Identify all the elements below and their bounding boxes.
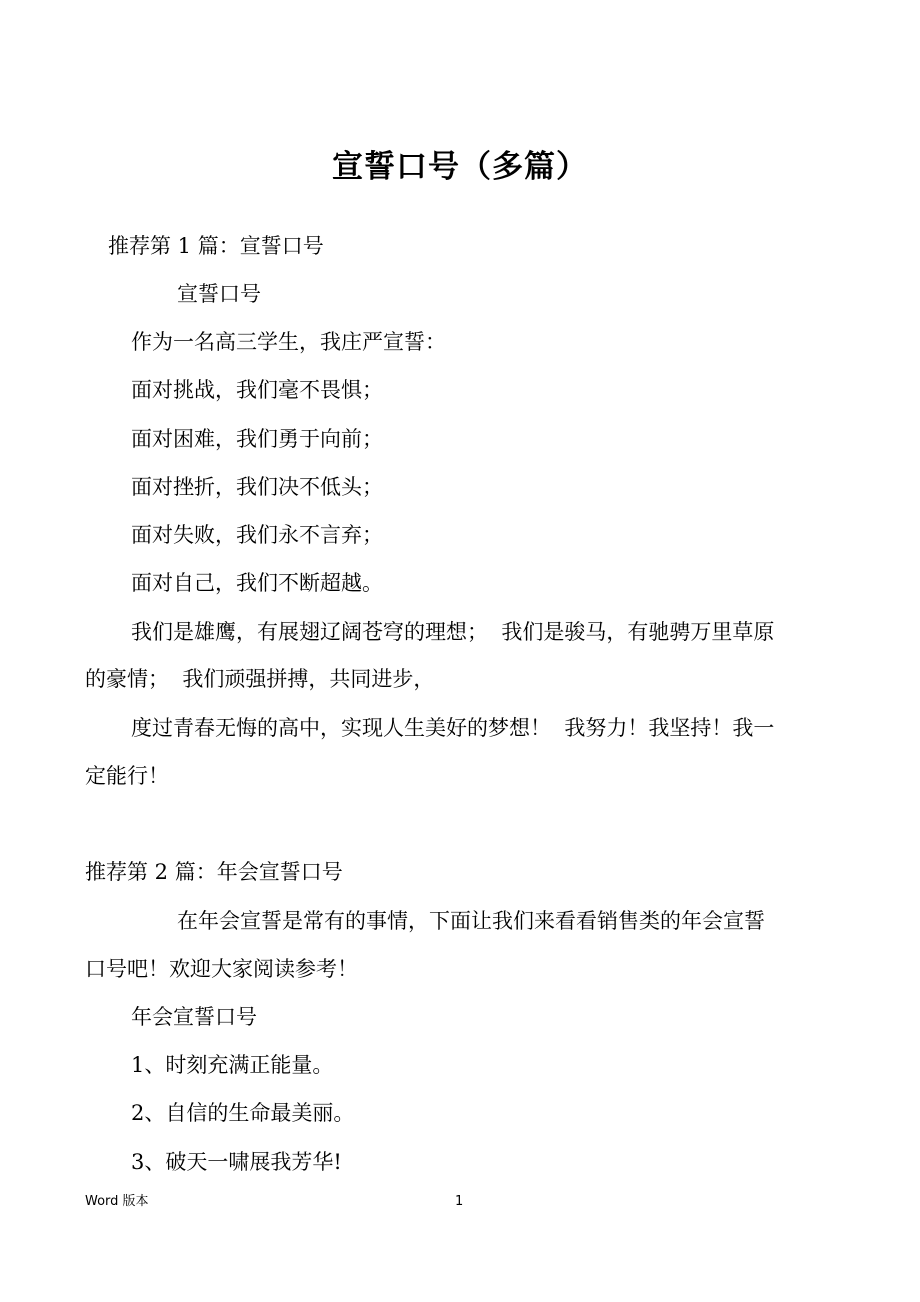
section1-heading: 推荐第 1 篇：宣誓口号 — [108, 234, 324, 258]
section2-subheading: 年会宣誓口号 — [131, 1005, 257, 1029]
section1-subheading: 宣誓口号 — [177, 282, 261, 306]
paragraph-line: 定能行！ — [85, 764, 169, 788]
document-title: 宣誓口号（多篇） — [332, 149, 588, 185]
oath-line: 面对困难，我们勇于向前； — [131, 427, 383, 451]
oath-line: 面对挑战，我们毫不畏惧； — [131, 378, 383, 402]
list-item: 3、破天一啸展我芳华! — [131, 1150, 342, 1174]
list-item: 1、时刻充满正能量。 — [131, 1053, 334, 1077]
oath-line: 面对自己，我们不断超越。 — [131, 571, 383, 595]
paragraph-line: 口号吧！欢迎大家阅读参考！ — [85, 957, 358, 981]
paragraph-line: 的豪情； 我们顽强拼搏，共同进步， — [85, 667, 435, 691]
paragraph-line: 在年会宣誓是常有的事情，下面让我们来看看销售类的年会宣誓 — [177, 909, 765, 933]
section1-intro: 作为一名高三学生，我庄严宣誓： — [131, 330, 446, 354]
oath-line: 面对挫折，我们决不低头； — [131, 475, 383, 499]
section2-heading: 推荐第 2 篇：年会宣誓口号 — [85, 860, 343, 884]
footer-label: Word 版本 — [85, 1194, 149, 1209]
paragraph-line: 我们是雄鹰，有展翅辽阔苍穹的理想； 我们是骏马，有驰骋万里草原 — [131, 620, 775, 644]
oath-line: 面对失败，我们永不言弃； — [131, 523, 383, 547]
list-item: 2、自信的生命最美丽。 — [131, 1101, 355, 1125]
page-number: 1 — [455, 1194, 464, 1209]
paragraph-line: 度过青春无悔的高中，实现人生美好的梦想！ 我努力！我坚持！我一 — [131, 716, 775, 740]
